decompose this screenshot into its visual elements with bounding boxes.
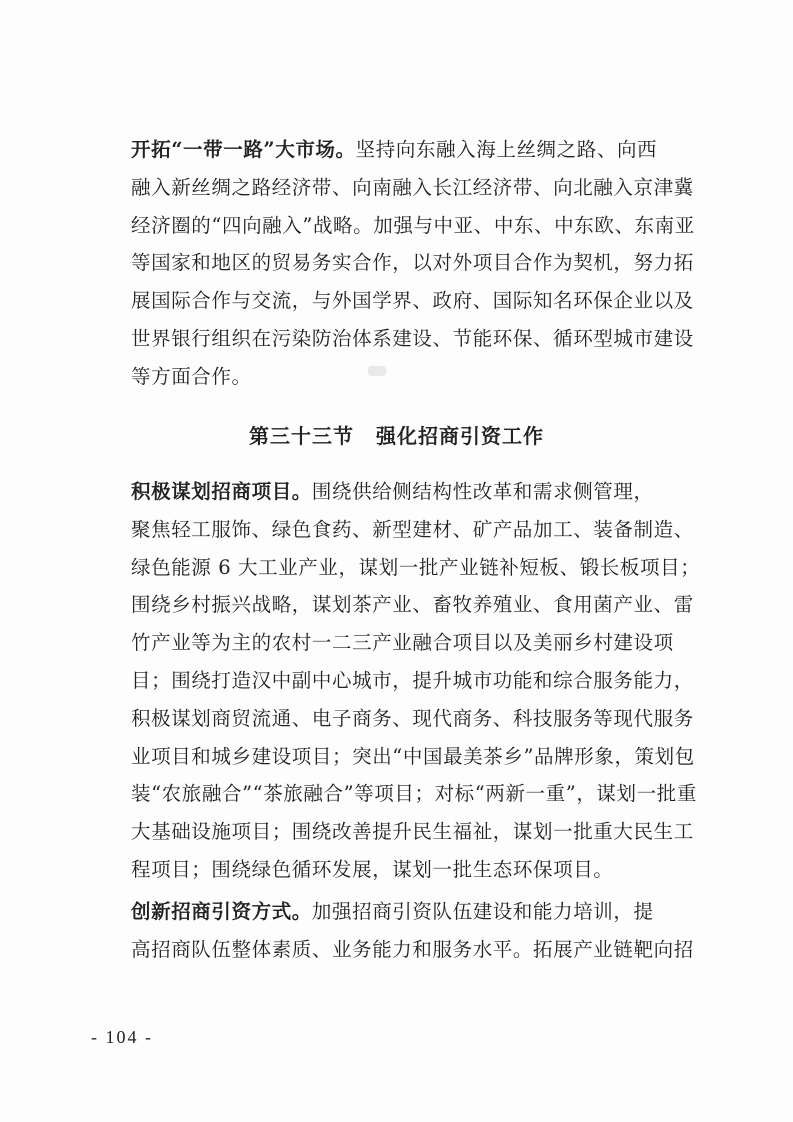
paragraph-line: 目；围绕打造汉中副中心城市，提升城市功能和综合服务能力，	[131, 668, 694, 692]
paragraph-belt-and-road	[131, 131, 695, 396]
paragraph-line: 竹产业等为主的农村一二三产业融合项目以及美丽乡村建设项	[131, 631, 674, 655]
paragraph-investment-methods	[131, 893, 694, 969]
paragraph-lead: 积极谋划招商项目。	[131, 480, 312, 503]
section-number: 第三十三节	[249, 424, 354, 448]
paragraph-line: 经济圈的“四向融入”战略。加强与中亚、中东、中东欧、东南亚	[131, 213, 695, 237]
paragraph-line: 聚焦轻工服饰、绿色食药、新型建材、矿产品加工、装备制造、	[131, 517, 694, 541]
paragraph-lead: 开拓“一带一路”大市场。	[131, 138, 356, 161]
paragraph-line: 等方面合作。	[131, 364, 252, 388]
paragraph-lead: 创新招商引资方式。	[131, 900, 312, 923]
paragraph-line: 程项目；围绕绿色循环发展，谋划一批生态环保项目。	[131, 857, 614, 881]
paragraph-line: 创新招商引资方式。加强招商引资队伍建设和能力培训，提	[131, 900, 654, 923]
paragraph-line: 积极谋划招商项目。围绕供给侧结构性改革和需求侧管理，	[131, 480, 654, 503]
section-heading	[0, 420, 793, 449]
paragraph-line: 围绕乡村振兴战略，谋划茶产业、畜牧养殖业、食用菌产业、雷	[131, 593, 694, 617]
paragraph-line: 展国际合作与交流，与外国学界、政府、国际知名环保企业以及	[131, 289, 694, 313]
paragraph-line: 高招商队伍整体素质、业务能力和服务水平。拓展产业链靶向招	[131, 937, 694, 961]
page-number: - 104 -	[91, 1027, 153, 1047]
paragraph-line: 开拓“一带一路”大市场。坚持向东融入海上丝绸之路、向西	[131, 138, 658, 161]
paragraph-line: 业项目和城乡建设项目；突出“中国最美茶乡”品牌形象，策划包	[131, 744, 695, 768]
scan-smudge	[368, 366, 386, 376]
paragraph-line: 积极谋划商贸流通、电子商务、现代商务、科技服务等现代服务	[131, 706, 694, 730]
paragraph-line: 等国家和地区的贸易务实合作，以对外项目合作为契机，努力拓	[131, 251, 694, 275]
paragraph-line: 世界银行组织在污染防治体系建设、节能环保、循环型城市建设	[131, 326, 694, 350]
paragraph-line: 装“农旅融合”“茶旅融合”等项目；对标“两新一重”，谋划一批重	[131, 782, 697, 806]
paragraph-line: 绿色能源 6 大工业产业，谋划一批产业链补短板、锻长板项目；	[131, 555, 701, 579]
section-title: 强化招商引资工作	[376, 424, 544, 448]
paragraph-line: 大基础设施项目；围绕改善提升民生福祉，谋划一批重大民生工	[131, 820, 694, 844]
paragraph-line: 融入新丝绸之路经济带、向南融入长江经济带、向北融入京津冀	[131, 175, 694, 199]
paragraph-investment-projects	[131, 473, 701, 889]
